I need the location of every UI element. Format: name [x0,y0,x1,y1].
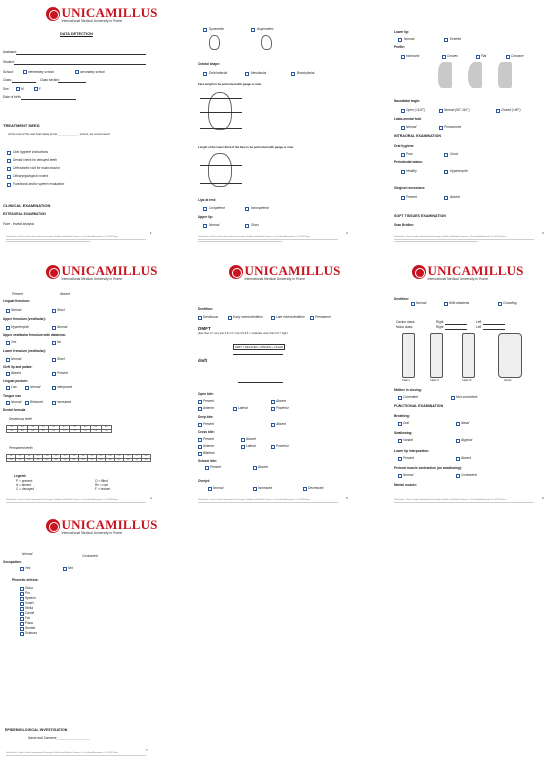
overjet-decreased-checkbox[interactable] [303,487,307,491]
cross-bite-posterior-checkbox[interactable] [271,445,275,449]
phoneme-checkbox[interactable] [20,607,24,611]
unicamillus-logo: UNICAMILLUS International Medical University in Rome [42,262,142,284]
profile-convex-image [468,62,482,88]
crest-icon [46,265,60,279]
breathing-oral-checkbox[interactable] [398,422,402,426]
crest-icon [46,519,60,533]
lower-frenulum-normal-checkbox[interactable] [6,358,10,362]
posture-low-checkbox[interactable] [6,386,10,390]
footer: UniCamillus - Saint Camillus International University of Health and Medical Sciences - Via di Sant'Alessandro, 8 - 00131 Roma [6,752,146,756]
dentition-checkbox[interactable] [271,316,275,320]
dentition-diastema-checkbox[interactable] [444,302,448,306]
lower-lip-normal-checkbox[interactable] [398,38,402,42]
sex-m-checkbox[interactable] [16,87,20,91]
labiomental-normal-checkbox[interactable] [401,126,405,130]
profile-checkbox[interactable] [401,55,405,59]
swallowing-atypical-checkbox[interactable] [456,439,460,443]
treatment-checkbox[interactable] [7,167,11,171]
dmft-small-result-field[interactable] [238,382,283,383]
cross-bite-bilateral-checkbox[interactable] [198,452,202,456]
dentition-checkbox[interactable] [310,316,314,320]
deep-bite-absent-checkbox[interactable] [271,423,275,427]
class-iii-teeth-image [462,333,475,378]
assistant-field[interactable] [16,54,146,55]
cross-bite-absent-checkbox[interactable] [241,438,245,442]
molar-right-field[interactable] [445,329,467,330]
scissor-absent-checkbox[interactable] [253,466,257,470]
crest-icon [229,265,243,279]
recession-absent-checkbox[interactable] [444,196,448,200]
treatment-checkbox[interactable] [7,183,11,187]
class-i-teeth-image [402,333,415,378]
cleft-absent-checkbox[interactable] [6,372,10,376]
perioral-normal-checkbox[interactable] [398,474,402,478]
competent-checkbox[interactable] [203,207,207,211]
profile-harmonic-image [438,62,452,88]
open-bite-anterior-checkbox[interactable] [198,407,202,411]
dentition-crowding-checkbox[interactable] [498,302,502,306]
upper-frenulum-normal-checkbox[interactable] [52,326,56,330]
page-1: UNICAMILLUS International Medical University in Rome DATA DETECTION Assistant: Student: School: elementary school secondary school Class: Class section: Sex: M F Date of birth: TREATMENT NEED At the end of the visit held today at the _____________ school, we recommend: Oral hygiene instructions Dental check for decayed teeth Orthodontic visit for malocclusion Otolaryngological control Functional and/or speech evaluation CLINICAL EXAMINATION EXTRAORAL EXAMINATION Face - frontal analysis 1 UniCamillus - Saint Camillus International University of Health and Medical Sciences - Via di Sant'Alessandro, 8 - 00131 Roma [0,0,183,255]
lower-third-sketch [200,153,242,188]
class-ii-teeth-image [430,333,443,378]
midline-noncoincident-checkbox[interactable] [451,396,455,400]
canine-left-field[interactable] [483,324,505,325]
open-bite-present-checkbox[interactable] [198,400,202,404]
asymmetric-checkbox[interactable] [251,28,255,32]
unicamillus-logo: UNICAMILLUS International Medical University in Rome [42,516,142,538]
hygiene-good-checkbox[interactable] [444,153,448,157]
page-2: Symmetric Asymmetric Cranial shape: Dolichofacial Mesofacial Brachyfacial Face length to be performed with gauge or ruler Length of the lower third of the face to be performed with gauge or ruler Lips at rest: Competent Incompetent Upper lip: Normal Short 2 UniCamillus - Saint Camillus International University of Health and Medical Sciences - Via di Sant'Alessandro, 8 - 00131 Roma [183,0,366,255]
profile-checkbox[interactable] [476,55,480,59]
phoneme-checkbox[interactable] [20,612,24,616]
cross-bite-lateral-checkbox[interactable] [241,445,245,449]
canine-right-field[interactable] [445,324,467,325]
lower-frenulum-short-checkbox[interactable] [52,358,56,362]
periodontal-healthy-checkbox[interactable] [401,170,405,174]
cleft-present-checkbox[interactable] [52,372,56,376]
footer: UniCamillus - Saint Camillus International University of Health and Medical Sciences - Via di Sant'Alessandro, 8 - 00131 Roma [6,499,146,503]
tongue-reduced-checkbox[interactable] [25,401,29,405]
lip-interposition-absent-checkbox[interactable] [456,457,460,461]
incompetent-checkbox[interactable] [245,207,249,211]
dentition-checkbox[interactable] [228,316,232,320]
lingual-normal-checkbox[interactable] [6,309,10,313]
page-5: UNICAMILLUS International Medical University in Rome Dentition: Deciduous Early mixed dentition Late mixed dentition Permanent DMFT (less than 3 = very low 2.6-4.4 = low 4.5-6.5 = moderate more than 6.6 = high) DMFT = DECAYED + MISSING + FILLED dmft Open bite: Present Absent Anterior Lateral Posterior Deep bite: Present Absent Cross bite: Present Absent Anterior Lateral Posterior Bilateral Scissor bite: Present Absent Overjet: Normal Increased Decreased 5 UniCamillus - Saint Camillus International University of Health and Medical Sciences - Via di Sant'Alessandro, 8 - 00131 Roma [183,258,366,513]
unicamillus-logo: UNICAMILLUS International Medical University in Rome [408,262,508,284]
dmft-formula: DMFT = DECAYED + MISSING + FILLED [235,345,284,349]
crest-icon [412,265,426,279]
profile-checkbox[interactable] [442,55,446,59]
mesofacial-checkbox[interactable] [245,72,249,76]
open-bite-absent-checkbox[interactable] [271,400,275,404]
footer: UniCamillus - Saint Camillus International University of Health and Medical Sciences - Via di Sant'Alessandro, 8 - 00131 Roma [394,236,534,242]
dmft-result-field[interactable] [233,354,283,355]
lingual-short-checkbox[interactable] [52,309,56,313]
deep-bite-present-checkbox[interactable] [198,423,202,427]
posture-normal-checkbox[interactable] [25,386,29,390]
profile-checkbox[interactable] [506,55,510,59]
sex-f-checkbox[interactable] [34,87,38,91]
treatment-checkbox[interactable] [7,151,11,155]
symmetric-checkbox[interactable] [203,28,207,32]
perioral-contracted-checkbox[interactable] [456,474,460,478]
deciduous-teeth-table: 5.5 5.4 5.3 5.2 5.1 6.1 6.2 6.3 6.4 6.5 8.5 8.4 8.3 8.2 8.1 7.1 7.2 7.3 7.4 7.5 [6,425,112,433]
page-6: UNICAMILLUS International Medical University in Rome Dentition: Normal With diastema Crowding Canine class: Right Left Molar class: Right Left Class I Class II Class III Hinder Midline in closing: Coincident Non-coincident FUNCTIONAL EXAMINATION Breathing: Oral Nasal Swallowing: Variant Atypical Lower lip interposition: Present Absent Perioral muscle contraction (on swallowing): Normal Contracted Mental muscle: 6 UniCamillus - Saint Camillus International University of Health and Medical Sciences - Via di Sant'Alessandro, 8 - 00131 Roma [366,258,549,513]
phoneme-checkbox[interactable] [20,622,24,626]
page-4: UNICAMILLUS International Medical University in Rome Present Absent Lingual frenulum: Normal Short Upper frenulum (vestibular): Hypertrophic Normal Upper vestibular frenulum with diastema: Yes No Lower frenulum (vestibular): Normal Short Cleft lip and palate: Absent Present Lingual posture: Low Normal Interposed Tongue size Normal Reduced Increased Dental formula Deciduous teeth 5.5 5.4 5.3 5.2 5.1 6.1 6.2 6.3 6.4 6.5 8.5 8.4 8.3 8.2 8.1 7.1 7.2 7.3 7.4 7.5 Permanent teeth 1.8 1.7 1.6 1.5 1.4 1.3 1.2 1.1 2.1 2.2 2.3 2.4 2.5 2.6 2.7 2.8 4.8 4.7 4.6 4.5 4.4 4.3 4.2 4.1 3.1 3.2 3.3 3.4 3.5 3.6 3.7 3.8 Legend: P = present A = absent C = decayed O = filled Rx = root F = broken 4 UniCamillus - Saint Camillus International University of Health and Medical Sciences - Via di Sant'Alessandro, 8 - 00131 Roma [0,258,183,513]
overjet-normal-checkbox[interactable] [208,487,212,491]
secondary-checkbox[interactable] [75,70,79,74]
hinder-teeth-image [498,333,522,378]
cross-bite-present-checkbox[interactable] [198,438,202,442]
diastema-no-checkbox[interactable] [52,341,56,345]
footer: UniCamillus - Saint Camillus International University of Health and Medical Sciences - Via di Sant'Alessandro, 8 - 00131 Roma [198,499,338,503]
student-field[interactable] [14,64,146,65]
periodontal-hypertrophic-checkbox[interactable] [444,170,448,174]
footer: UniCamillus - Saint Camillus International University of Health and Medical Sciences - Via di Sant'Alessandro, 8 - 00131 Roma [394,499,534,503]
page-title: DATA DETECTION [60,32,93,36]
labiomental-pronounced-checkbox[interactable] [439,126,443,130]
open-bite-posterior-checkbox[interactable] [271,407,275,411]
phoneme-checkbox[interactable] [20,632,24,636]
cross-bite-anterior-checkbox[interactable] [198,445,202,449]
tongue-increased-checkbox[interactable] [52,401,56,405]
lower-lip-everted-checkbox[interactable] [444,38,448,42]
occupation-yes-checkbox[interactable] [20,567,24,571]
lip-interposition-present-checkbox[interactable] [398,457,402,461]
upper-frenulum-hypertrophic-checkbox[interactable] [6,326,10,330]
molar-left-field[interactable] [483,329,505,330]
overjet-increased-checkbox[interactable] [253,487,257,491]
treatment-checkbox[interactable] [7,175,11,179]
phoneme-checkbox[interactable] [20,602,24,606]
hygiene-poor-checkbox[interactable] [401,153,405,157]
class-field[interactable] [12,82,36,83]
nasolabial-checkbox[interactable] [439,109,443,113]
phoneme-checkbox[interactable] [20,617,24,621]
dentition-normal-checkbox[interactable] [411,302,415,306]
dolichofacial-checkbox[interactable] [203,72,207,76]
nasolabial-checkbox[interactable] [496,109,500,113]
elementary-checkbox[interactable] [23,70,27,74]
scissor-present-checkbox[interactable] [205,466,209,470]
footer: UniCamillus - Saint Camillus International University of Health and Medical Sciences - Via di Sant'Alessandro, 8 - 00131 Roma [6,236,146,242]
crest-icon [46,7,60,21]
symmetric-face-icon [209,35,220,50]
upper-lip-normal-checkbox[interactable] [203,224,207,228]
permanent-teeth-table: 1.8 1.7 1.6 1.5 1.4 1.3 1.2 1.1 2.1 2.2 2.3 2.4 2.5 2.6 2.7 2.8 4.8 4.7 4.6 4.5 4.4 4.3 4.2 4.1 3.1 3.2 3.3 3.4 3.5 3.6 3.7 3.8 [6,454,151,462]
unicamillus-logo: UNICAMILLUS International Medical University in Rome [42,4,142,26]
face-length-sketch [200,90,242,135]
dob-field[interactable] [21,99,76,100]
treatment-checkbox[interactable] [7,159,11,163]
phoneme-checkbox[interactable] [20,587,24,591]
posture-interposed-checkbox[interactable] [52,386,56,390]
tongue-normal-checkbox[interactable] [6,401,10,405]
asymmetric-face-icon [261,35,272,50]
midline-coincident-checkbox[interactable] [398,396,402,400]
profile-flat-image [498,62,512,88]
nasolabial-checkbox[interactable] [401,109,405,113]
dentition-checkbox[interactable] [198,316,202,320]
class-section-field[interactable] [58,82,86,83]
page-3: Lower lip: Normal Everted Profile: Harmonic Convex Flat Concave Nasolabial angle: Open (>110°) Normal (90°-110°) Closed (<90°) Labio-mental fold: Normal Pronounced INTRAORAL EXAMINATION Oral hygiene: Poor Good Periodontal status: Healthy Hypertrophic Gingival recessions: Present Absent SOFT TISSUES EXAMINATION Gum Bridles: 3 UniCamillus - Saint Camillus International University of Health and Medical Sciences - Via di Sant'Alessandro, 8 - 00131 Roma [366,0,549,255]
swallowing-variant-checkbox[interactable] [398,439,402,443]
phoneme-checkbox[interactable] [20,592,24,596]
open-bite-lateral-checkbox[interactable] [233,407,237,411]
breathing-nasal-checkbox[interactable] [456,422,460,426]
upper-lip-short-checkbox[interactable] [245,224,249,228]
phoneme-checkbox[interactable] [20,597,24,601]
brachyfacial-checkbox[interactable] [291,72,295,76]
footer: UniCamillus - Saint Camillus International University of Health and Medical Sciences - Via di Sant'Alessandro, 8 - 00131 Roma [198,236,338,242]
phoneme-checkbox[interactable] [20,627,24,631]
page-7: UNICAMILLUS International Medical University in Rome Normal Contracted Occupation: Yes Not Phonetic defects: Gutur Pin Speech Vowel Stella Camel Fat Piano Dentist Scissors EPIDEMIOLOGICAL INVESTIGATION Name and Surname___________________ 7 UniCamillus - Saint Camillus International University of Health and Medical Sciences - Via di Sant'Alessandro, 8 - 00131 Roma [0,512,183,767]
diastema-yes-checkbox[interactable] [6,341,10,345]
occupation-no-checkbox[interactable] [63,567,67,571]
recession-present-checkbox[interactable] [401,196,405,200]
unicamillus-logo: UNICAMILLUS International Medical University in Rome [225,262,325,284]
